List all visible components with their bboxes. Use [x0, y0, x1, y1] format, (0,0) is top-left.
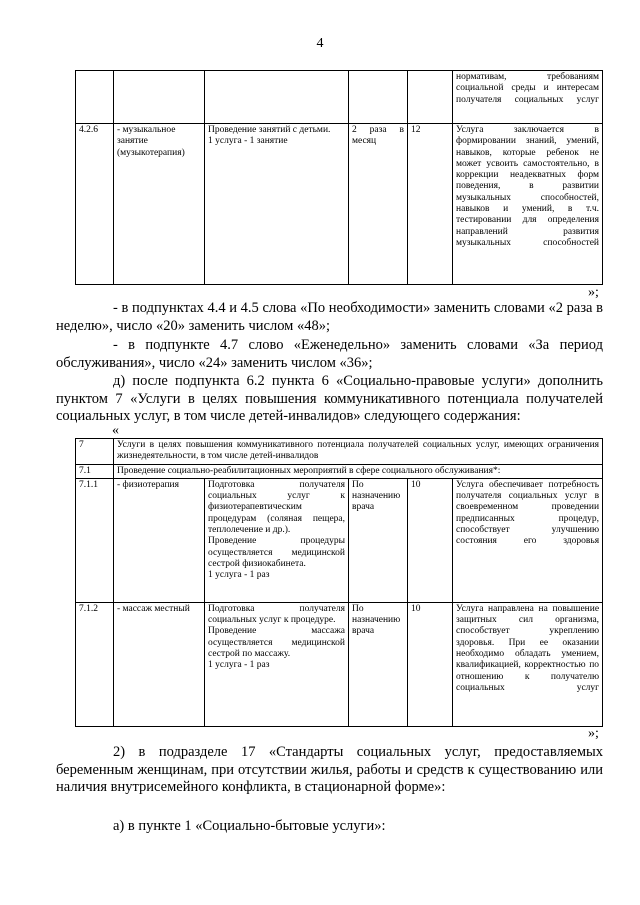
- service-count: 10: [408, 478, 453, 602]
- closing-quote: »;: [588, 726, 599, 741]
- result-cell: Услуга обеспечивает потребность получателя социальных услуг в своевременном проведении предписанных процедур, способствует улучшению состояния его здоровья: [453, 478, 603, 602]
- table-row: [76, 464, 603, 478]
- section-title: Услуги в целях повышения коммуникативного потенциала получателей социальных услуг, имеющих ограничения жизнедеятельности, в том числе детей-инвалидов: [114, 439, 603, 465]
- closing-quote: »;: [588, 285, 599, 300]
- row-number: 7.1: [76, 464, 114, 478]
- paragraph: д) после подпункта 6.2 пункта 6 «Социально-правовые услуги» дополнить пунктом 7 «Услуги в целях повышения коммуникативного потенциала получателей социальных услуг, в том числе детей-инвалидов» следующего содержания:: [56, 373, 603, 424]
- table-row: [76, 439, 603, 465]
- service-frequency: 2 раза в месяц: [349, 124, 408, 285]
- service-count: 12: [408, 124, 453, 285]
- row-number: 4.2.6: [76, 124, 114, 285]
- row-number: 7.1.1: [76, 478, 114, 602]
- row-number: 7: [76, 439, 114, 465]
- table-row: [76, 124, 603, 285]
- service-frequency: По назначению врача: [349, 478, 408, 602]
- result-cell: Услуга направлена на повышение защитных сил организма, способствует укреплению здоровья. При ее оказании необходимо обладать умением, квалификацией, корректностью по отношению к получателю социальных услуг: [453, 602, 603, 726]
- table-row: [76, 602, 603, 726]
- service-frequency: По назначению врача: [349, 602, 408, 726]
- row-number: 7.1.2: [76, 602, 114, 726]
- service-name: - массаж местный: [114, 602, 205, 726]
- service-description: Подготовка получателя социальных услуг к физиотерапевтическим процедурам (соляная пещера, теплолечение и др.). Проведение процедуры осуществляется медицинской сестрой физиокабинета. 1 услуга - 1 раз: [205, 478, 349, 602]
- result-cell: Услуга заключается в формировании знаний, умений, навыков, которые ребенок не может усвоить самостоятельно, в коррекции неадекватных форм поведения, в развитии музыкальных способностей, навыков и умений, в т.ч. тестировании для определения направлений развития музыкальных способностей: [453, 124, 603, 285]
- paragraph: - в подпункте 4.7 слово «Еженедельно» заменить словами «За период обслуживания», число «24» заменить числом «36»;: [56, 337, 603, 371]
- paragraph: - в подпунктах 4.4 и 4.5 слова «По необходимости» заменить словами «2 раза в неделю», число «20» заменить числом «48»;: [56, 300, 603, 334]
- table-row: [76, 71, 603, 124]
- table-row: [76, 478, 603, 602]
- result-cell: нормативам, требованиям социальной среды и интересам получателя социальных услуг: [453, 71, 603, 124]
- service-count: 10: [408, 602, 453, 726]
- page-number: 4: [316, 36, 324, 51]
- paragraph: 2) в подразделе 17 «Стандарты социальных услуг, предоставляемых беременным женщинам, при отсутствии жилья, работы и средств к существованию или наличия внутрисемейного конфликта, в стационарной форме»:: [56, 744, 603, 795]
- service-description: Подготовка получателя социальных услуг к процедуре. Проведение массажа осуществляется медицинской сестрой по массажу. 1 услуга - 1 раз: [205, 602, 349, 726]
- service-name: - музыкальное занятие (музыкотерапия): [114, 124, 205, 285]
- service-name: - физиотерапия: [114, 478, 205, 602]
- service-description: Проведение занятий с детьми. 1 услуга - 1 занятие: [205, 124, 349, 285]
- opening-quote: «: [112, 423, 119, 438]
- subsection-title: Проведение социально-реабилитационных мероприятий в сфере социального обслуживания*:: [114, 464, 603, 478]
- table-communication-services: [75, 438, 603, 727]
- paragraph: а) в пункте 1 «Социально-бытовые услуги»:: [113, 818, 386, 834]
- table-services-continued: [75, 70, 603, 285]
